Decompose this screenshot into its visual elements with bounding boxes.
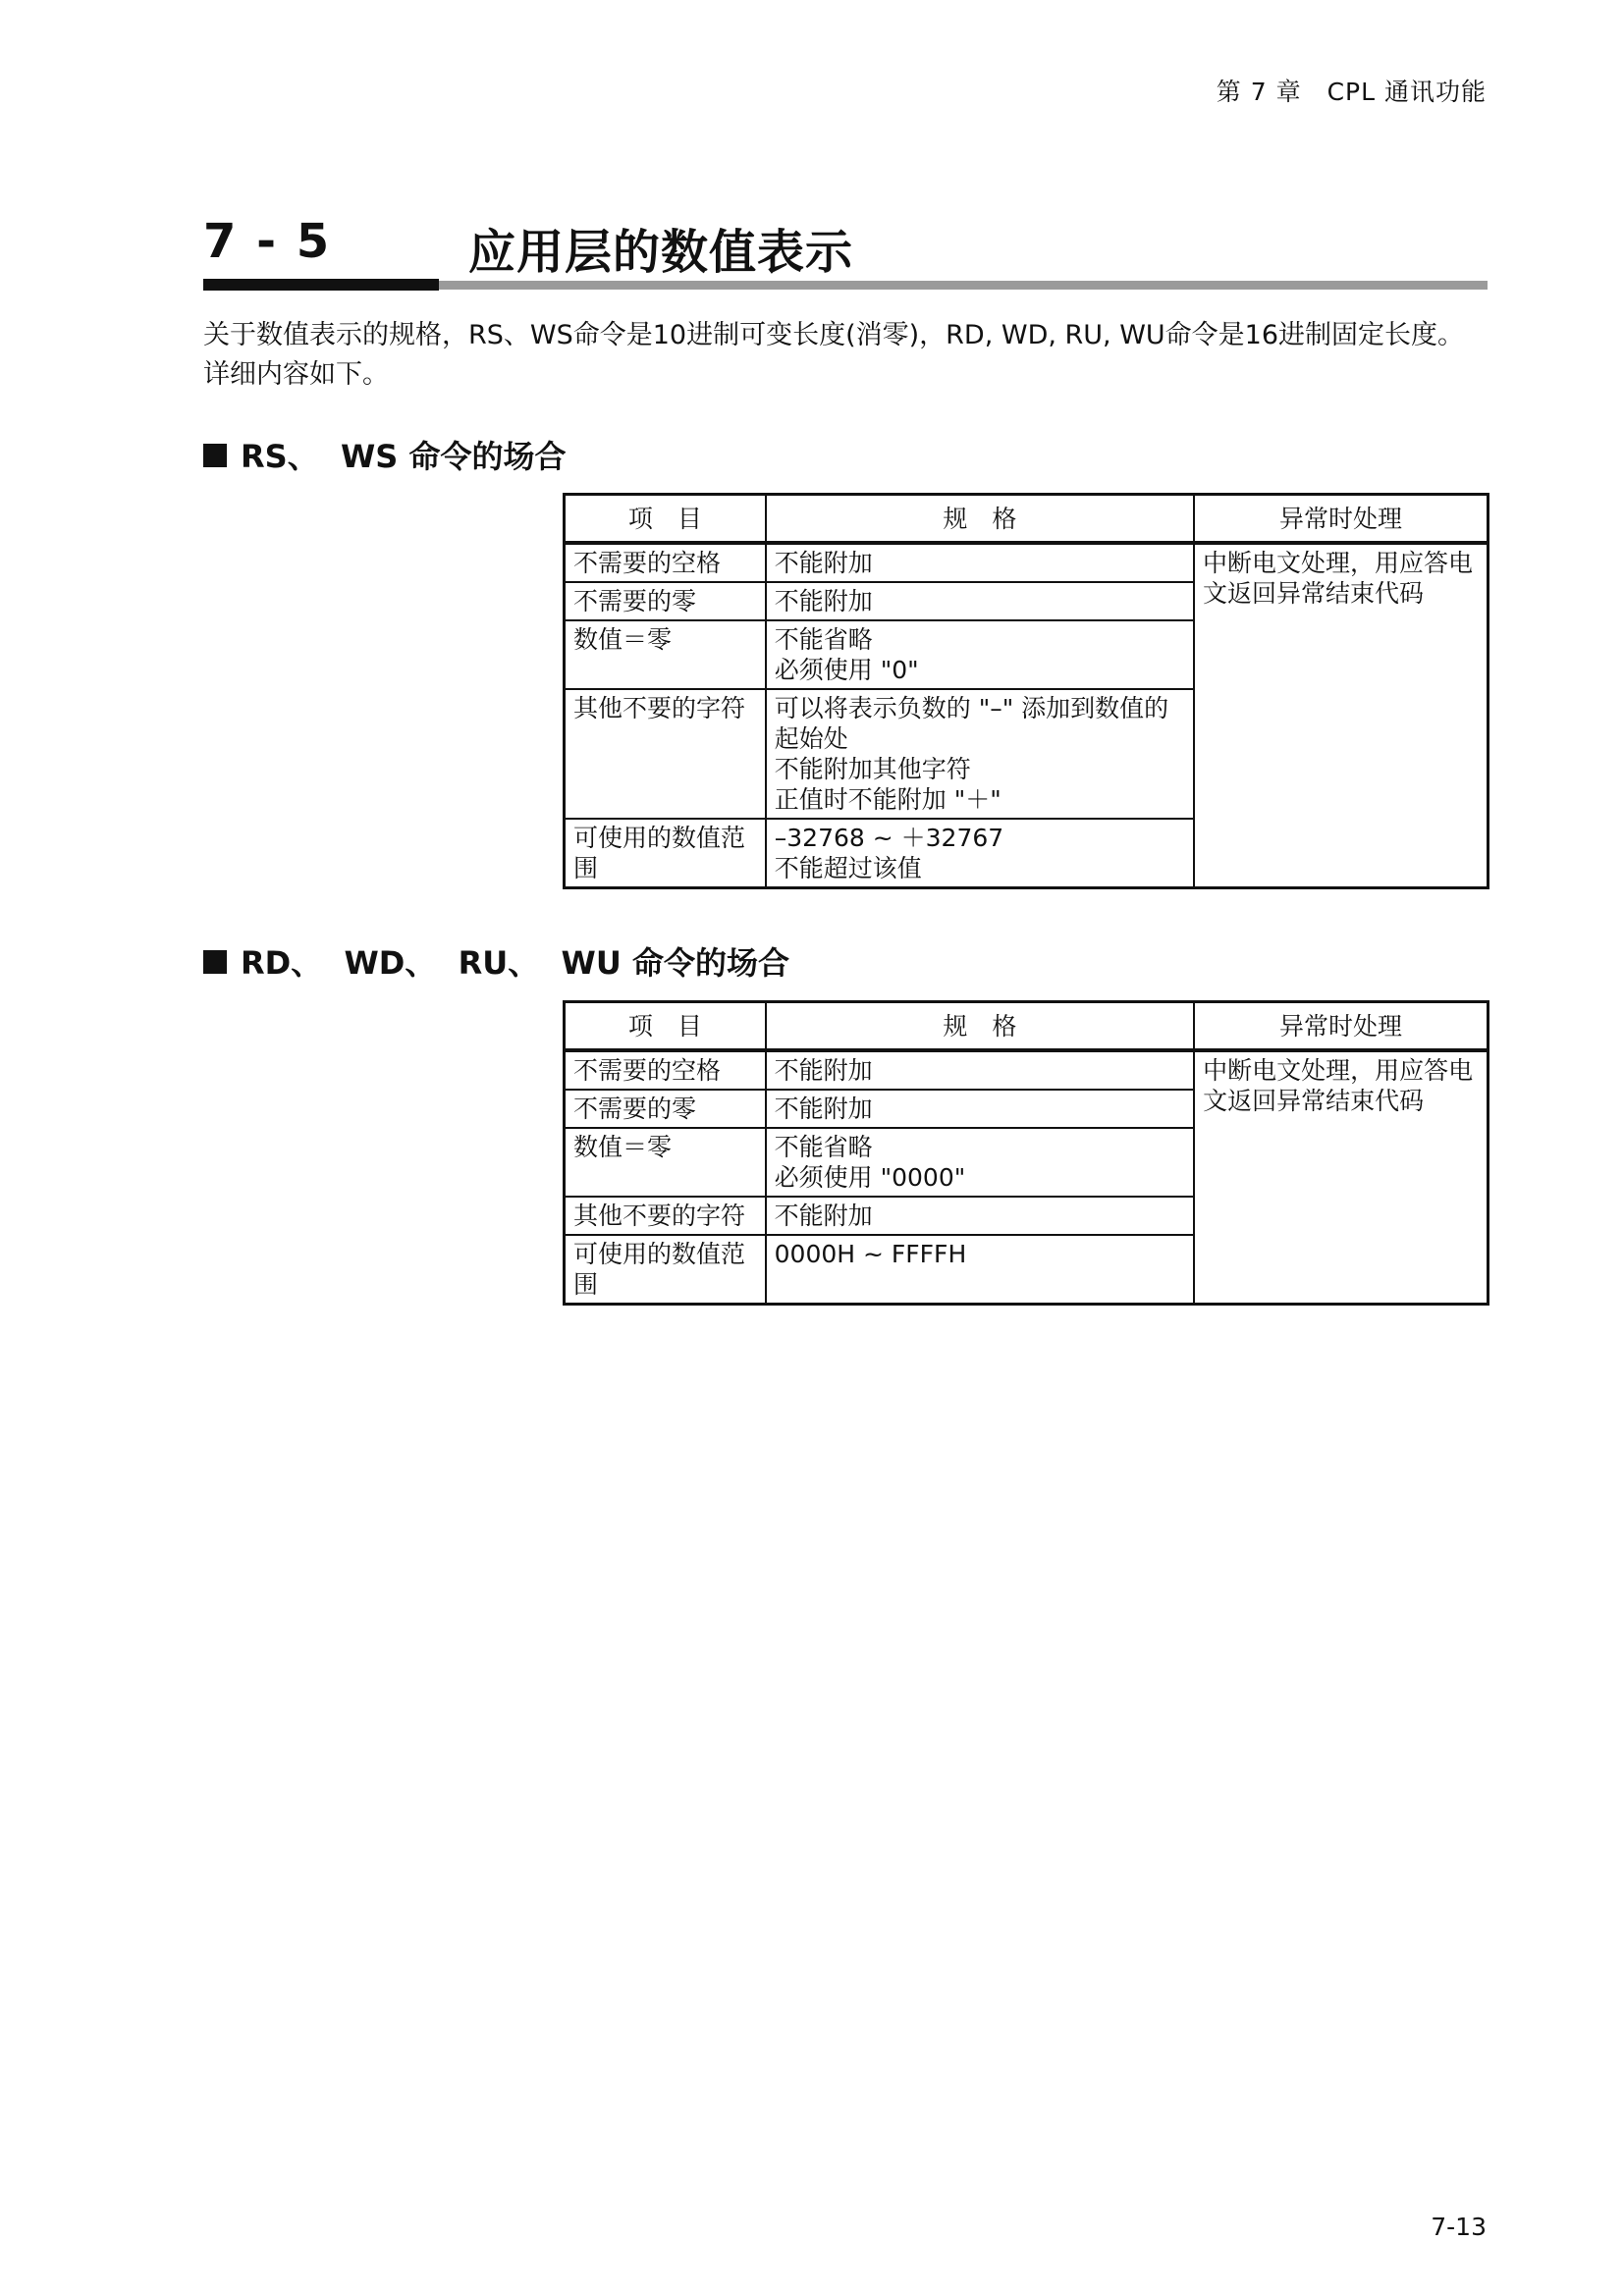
spec-line: 正值时不能附加 "＋" — [774, 785, 1001, 814]
spec-line: 可以将表示负数的 "–" 添加到数值的起始处 — [774, 694, 1169, 753]
row-spec — [766, 689, 1194, 819]
header-error: 异常时处理 — [1194, 1002, 1488, 1051]
row-item: 不需要的空格 — [565, 543, 766, 582]
title-rule-dark — [203, 279, 439, 291]
square-bullet-icon — [203, 444, 227, 467]
spec-line: 不能附加其他字符 — [774, 755, 971, 783]
square-bullet-icon — [203, 950, 227, 974]
section-number: 7 - 5 — [203, 214, 332, 269]
table-header-row — [565, 1002, 1489, 1051]
running-header: 第 7 章 CPL 通讯功能 — [1216, 78, 1487, 106]
row-spec — [766, 582, 1194, 620]
spec-line: 不能附加 — [774, 1201, 873, 1230]
row-item: 可使用的数值范围 — [565, 819, 766, 888]
row-spec — [766, 1128, 1194, 1197]
intro-paragraph — [203, 316, 1499, 395]
spec-line: 必须使用 "0000" — [774, 1163, 966, 1192]
spec-line: 0000H ~ FFFFH — [774, 1240, 967, 1268]
header-item: 项 目 — [565, 1002, 766, 1051]
error-handling-cell: 中断电文处理，用应答电文返回异常结束代码 — [1194, 543, 1489, 888]
row-item: 可使用的数值范围 — [565, 1235, 766, 1305]
row-item: 其他不要的字符 — [565, 1197, 766, 1235]
row-spec — [766, 543, 1194, 582]
row-spec — [766, 1197, 1194, 1235]
intro-line-2: 详细内容如下。 — [203, 359, 389, 390]
row-item: 不需要的空格 — [565, 1050, 766, 1090]
spec-line: 不能省略 — [774, 625, 873, 654]
row-item: 其他不要的字符 — [565, 689, 766, 819]
spec-line: 不能附加 — [774, 1095, 873, 1123]
subheading-text: RD、 WD、 RU、 WU 命令的场合 — [241, 944, 789, 982]
error-handling-cell: 中断电文处理，用应答电文返回异常结束代码 — [1194, 1050, 1488, 1305]
header-spec: 规 格 — [766, 495, 1194, 544]
row-spec — [766, 1090, 1194, 1128]
spec-table-rd-wd-ru-wu — [563, 1000, 1489, 1306]
subheading-rd-wd-ru-wu — [203, 938, 789, 984]
spec-line: –32768 ~ ＋32767 — [774, 824, 1004, 852]
spec-line: 必须使用 "0" — [774, 656, 919, 684]
row-item: 数值＝零 — [565, 620, 766, 689]
spec-line: 不能超过该值 — [774, 854, 922, 882]
row-spec — [766, 1235, 1194, 1305]
section-heading: 应用层的数值表示 — [468, 225, 854, 280]
header-spec: 规 格 — [766, 1002, 1194, 1051]
spec-line: 不能附加 — [774, 587, 873, 615]
spec-line: 不能省略 — [774, 1133, 873, 1161]
row-item: 数值＝零 — [565, 1128, 766, 1197]
spec-table-rs-ws — [563, 493, 1489, 889]
spec-line: 不能附加 — [774, 1056, 873, 1085]
row-item: 不需要的零 — [565, 1090, 766, 1128]
title-rule — [203, 279, 1488, 291]
table-row — [565, 543, 1489, 582]
subheading-rs-ws — [203, 432, 566, 477]
table-header-row — [565, 495, 1489, 544]
row-spec — [766, 1050, 1194, 1090]
row-item: 不需要的零 — [565, 582, 766, 620]
page-number: 7-13 — [1431, 2213, 1487, 2241]
row-spec — [766, 819, 1194, 888]
row-spec — [766, 620, 1194, 689]
subheading-text: RS、 WS 命令的场合 — [241, 438, 567, 475]
intro-line-1: 关于数值表示的规格，RS、WS命令是10进制可变长度(消零)，RD, WD, RU, WU命令是16进制固定长度。 — [203, 320, 1465, 350]
title-rule-light — [439, 281, 1488, 290]
section-title — [203, 214, 1488, 280]
header-error: 异常时处理 — [1194, 495, 1489, 544]
table-row — [565, 1050, 1489, 1090]
spec-line: 不能附加 — [774, 549, 873, 577]
header-item: 项 目 — [565, 495, 766, 544]
